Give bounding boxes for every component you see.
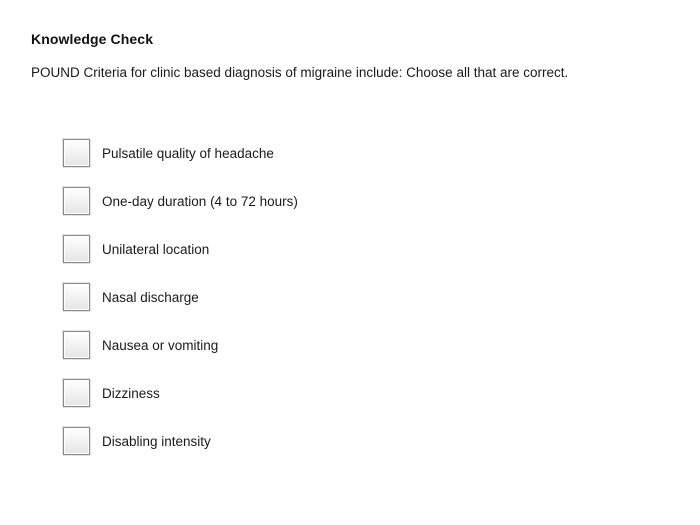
option-dizziness[interactable]: [63, 378, 623, 408]
option-disabling-intensity[interactable]: [63, 426, 623, 456]
option-label: Nasal discharge: [102, 289, 199, 305]
option-label: Unilateral location: [102, 241, 210, 257]
checkbox[interactable]: [63, 427, 90, 455]
option-nausea-or-vomiting[interactable]: [63, 330, 623, 360]
option-label: Pulsatile quality of headache: [102, 145, 274, 161]
option-label: One-day duration (4 to 72 hours): [102, 193, 298, 209]
option-nasal-discharge[interactable]: [63, 282, 623, 312]
checkbox[interactable]: [63, 331, 90, 359]
checkbox[interactable]: [63, 187, 90, 215]
checkbox[interactable]: [63, 379, 90, 407]
page-title: Knowledge Check: [31, 31, 154, 47]
answer-options: [63, 138, 623, 474]
checkbox[interactable]: [63, 283, 90, 311]
option-label: Disabling intensity: [102, 433, 211, 449]
question-prompt: POUND Criteria for clinic based diagnosis of migraine include: Choose all that are correct.: [31, 65, 569, 80]
option-pulsatile-quality[interactable]: [63, 138, 623, 168]
option-label: Dizziness: [102, 385, 160, 401]
option-label: Nausea or vomiting: [102, 337, 219, 353]
checkbox[interactable]: [63, 139, 90, 167]
option-one-day-duration[interactable]: [63, 186, 623, 216]
checkbox[interactable]: [63, 235, 90, 263]
option-unilateral-location[interactable]: [63, 234, 623, 264]
